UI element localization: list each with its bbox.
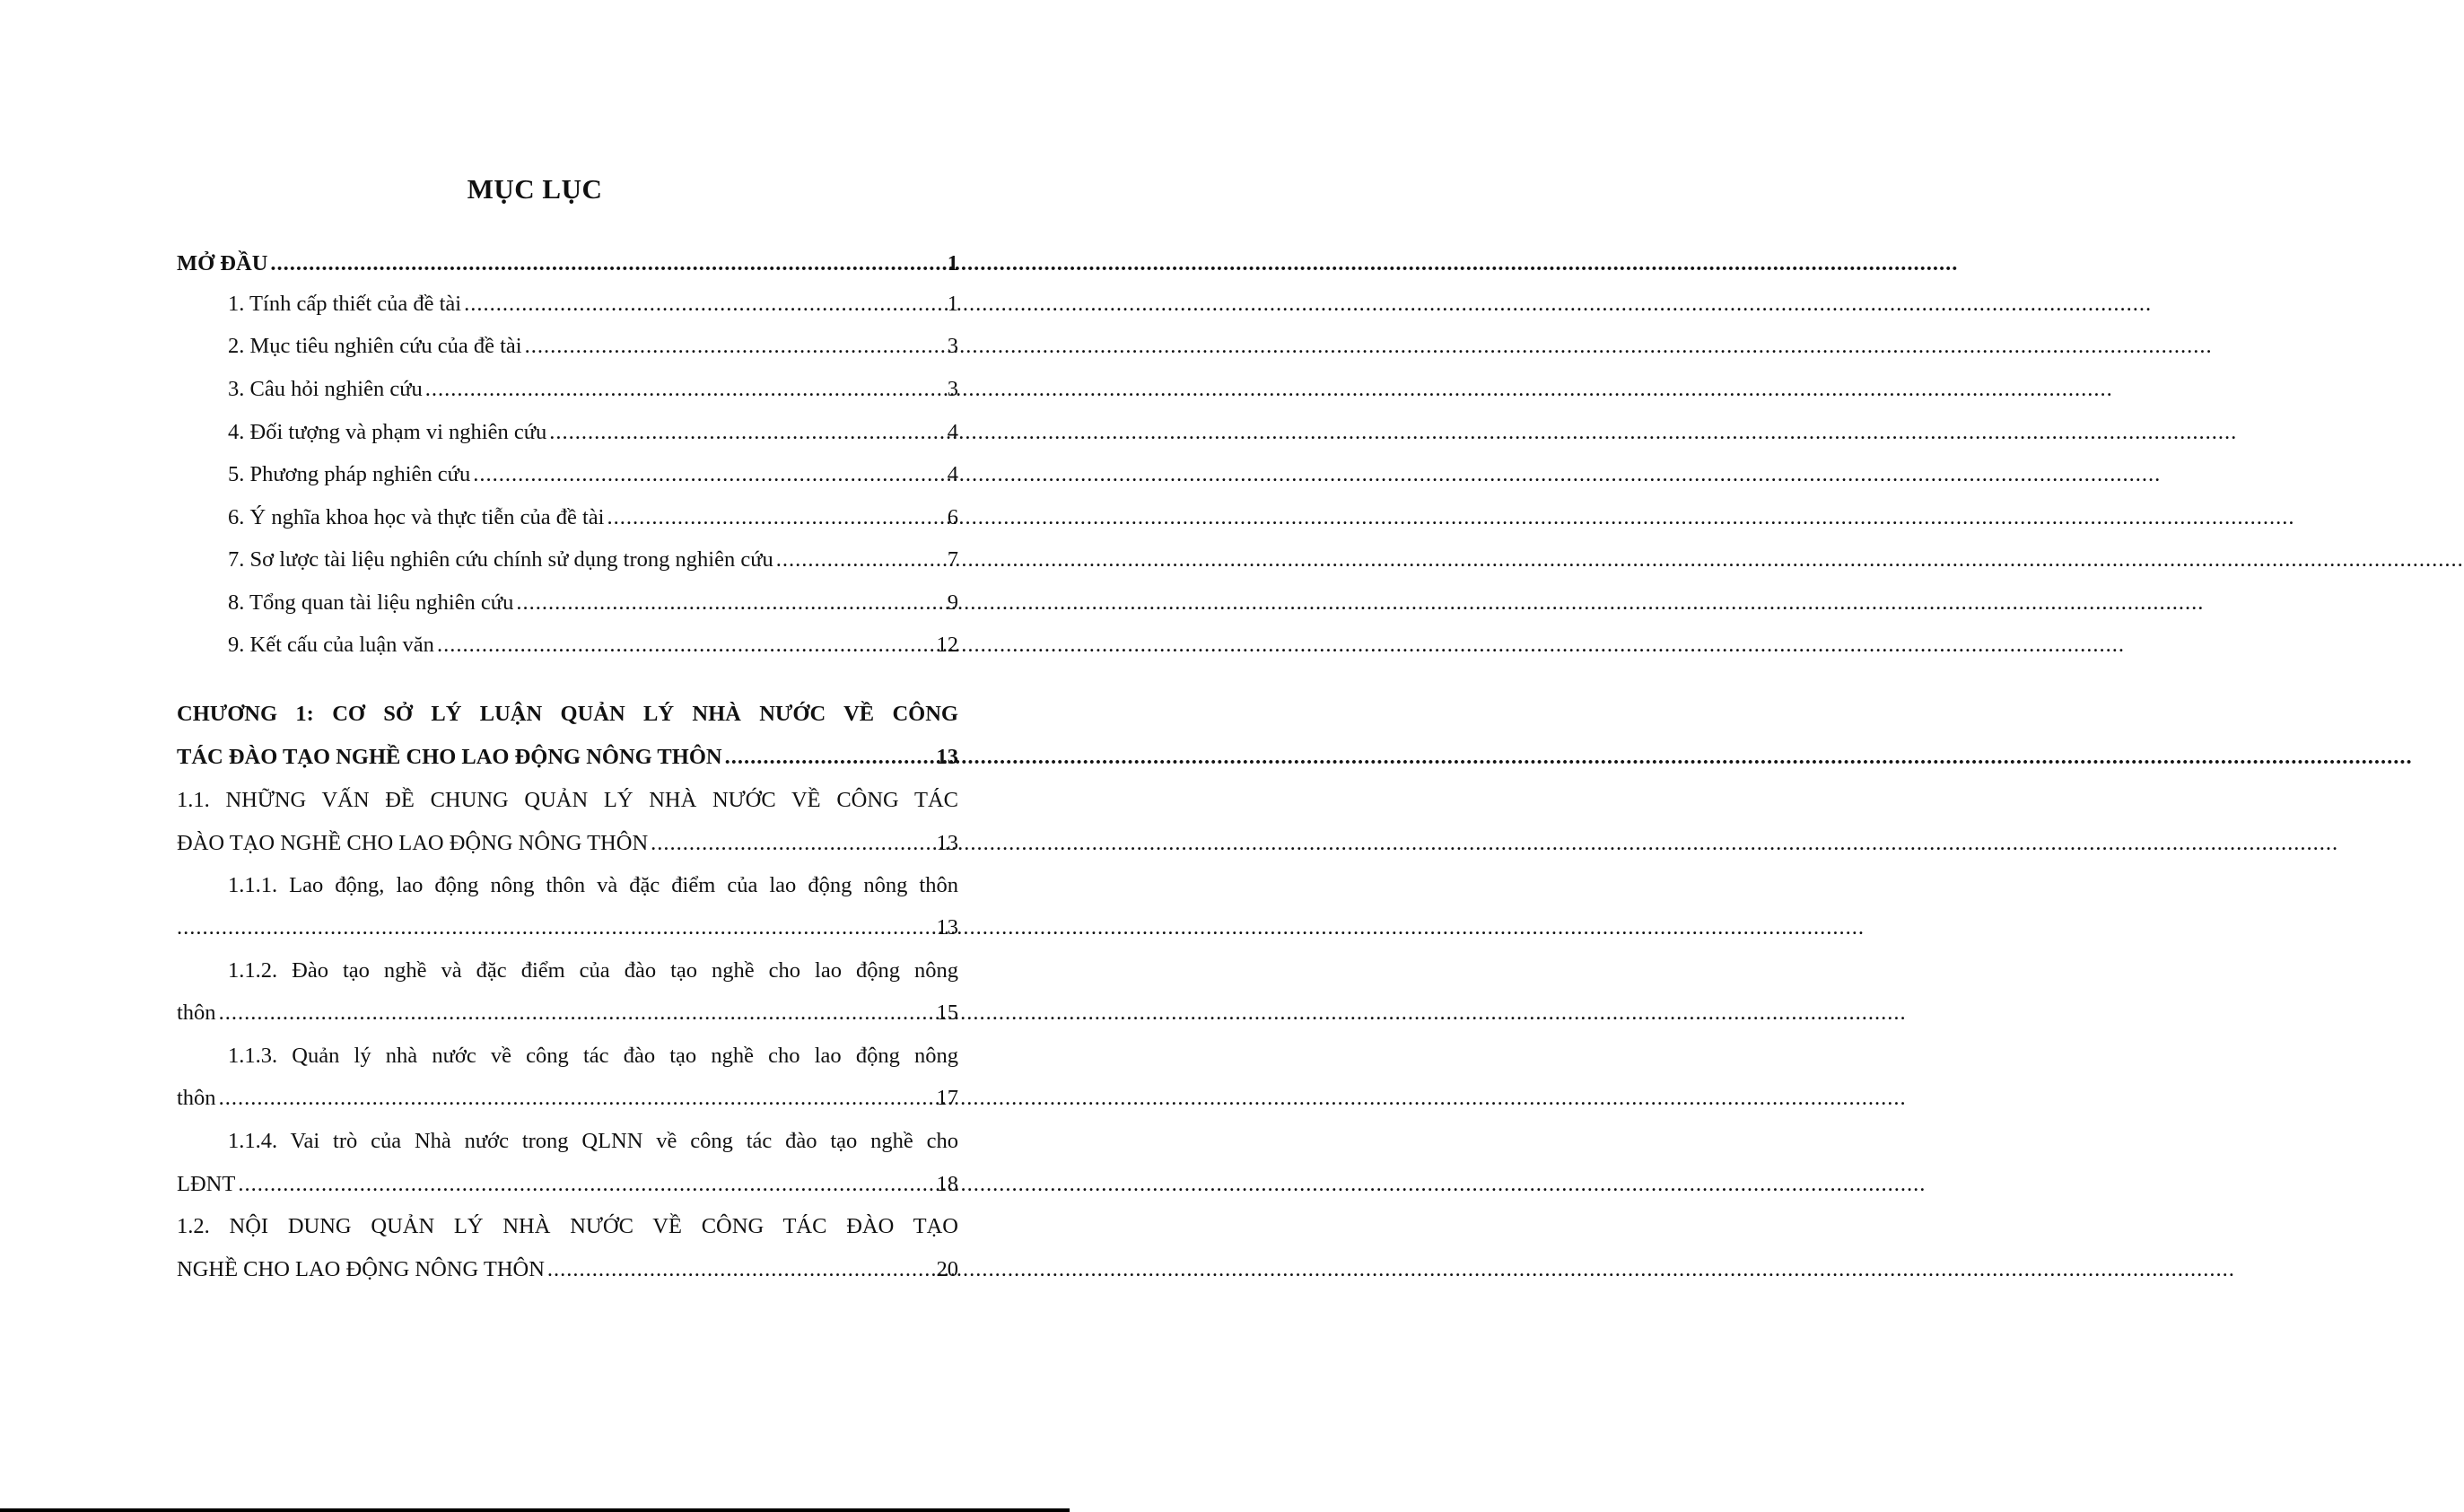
toc-entry-text: 6. Ý nghĩa khoa học và thực tiễn của đề tài (228, 505, 605, 529)
toc-section-1-1-1-line1: 1.1.1. Lao động, lao động nông thôn và đặc điểm của lao động nông thôn (228, 873, 958, 897)
page-bottom-edge (0, 1508, 1070, 1512)
toc-leader-dots (219, 992, 934, 1035)
toc-page-number: 18 (936, 1172, 958, 1196)
toc-entry-text: TÁC ĐÀO TẠO NGHỀ CHO LAO ĐỘNG NÔNG THÔN (177, 745, 722, 769)
toc-entry-1 (177, 283, 958, 326)
page-title: MỤC LỤC (467, 173, 603, 205)
toc-entry-9 (177, 624, 958, 667)
toc-leader-dots (525, 325, 945, 368)
toc-section-1-1-4-line1: 1.1.4. Vai trò của Nhà nước trong QLNN về công tác đào tạo nghề cho (228, 1129, 958, 1153)
toc-entry-text: 1. Tính cấp thiết của đề tài (228, 292, 462, 316)
toc-section-1-1-1-line2 (177, 906, 958, 949)
toc-entry-8 (177, 581, 958, 625)
toc-leader-dots (547, 1248, 934, 1291)
toc-section-1-1-4-line2 (177, 1163, 958, 1206)
toc-page-number: 20 (936, 1257, 958, 1281)
toc-page-number: 13 (936, 745, 958, 769)
toc-entry-2 (177, 325, 958, 368)
toc-leader-dots (437, 624, 934, 667)
toc-page-number: 13 (936, 831, 958, 855)
toc-section-1-1-2-line2 (177, 992, 958, 1035)
toc-entry-text: ĐÀO TẠO NGHỀ CHO LAO ĐỘNG NÔNG THÔN (177, 831, 649, 855)
toc-page-number: 17 (936, 1086, 958, 1110)
toc-chapter-1-line1: CHƯƠNG 1: CƠ SỞ LÝ LUẬN QUẢN LÝ NHÀ NƯỚC VỀ CÔNG (177, 702, 958, 726)
toc-entry-text: 2. Mục tiêu nghiên cứu của đề tài (228, 334, 522, 358)
toc-leader-dots (651, 822, 933, 865)
toc-page-number: 15 (936, 1001, 958, 1025)
toc-page-number: 3 (947, 377, 958, 401)
toc-page-number: 4 (947, 420, 958, 444)
toc-entry-text: 4. Đối tượng và phạm vi nghiên cứu (228, 420, 547, 444)
toc-entry-6 (177, 496, 958, 539)
toc-entry-text: 8. Tổng quan tài liệu nghiên cứu (228, 590, 514, 615)
toc-entry-mo-dau (177, 242, 958, 285)
toc-page-number: 7 (947, 547, 958, 572)
toc-section-1-1-line2 (177, 822, 958, 865)
toc-page-number: 4 (947, 462, 958, 486)
toc-leader-dots (425, 368, 945, 411)
toc-entry-text: 3. Câu hỏi nghiên cứu (228, 377, 423, 401)
toc-entry-text: thôn (177, 1086, 216, 1110)
toc-section-1-1-3-line1: 1.1.3. Quản lý nhà nước về công tác đào tạo nghề cho lao động nông (228, 1044, 958, 1068)
toc-leader-dots (516, 581, 944, 625)
toc-leader-dots (607, 496, 944, 539)
toc-entry-5 (177, 453, 958, 496)
toc-page-number: 1 (947, 292, 958, 316)
toc-leader-dots (776, 538, 945, 581)
toc-page-number: 6 (947, 505, 958, 529)
toc-leader-dots (177, 906, 934, 949)
toc-leader-dots (219, 1077, 934, 1120)
toc-entry-text: 7. Sơ lược tài liệu nghiên cứu chính sử dụng trong nghiên cứu (228, 547, 773, 572)
document-page (0, 0, 1070, 1512)
toc-entry-text: thôn (177, 1001, 216, 1025)
toc-page-number: 9 (947, 590, 958, 615)
toc-page-number: 1 (947, 251, 958, 275)
toc-section-1-2-line2 (177, 1248, 958, 1291)
toc-leader-dots (473, 453, 945, 496)
toc-page-number: 13 (936, 915, 958, 940)
toc-section-1-2-line1: 1.2. NỘI DUNG QUẢN LÝ NHÀ NƯỚC VỀ CÔNG TÁC ĐÀO TẠO (177, 1214, 958, 1238)
toc-entry-text: 9. Kết cấu của luận văn (228, 633, 434, 657)
toc-entry-text: MỞ ĐẦU (177, 251, 268, 275)
toc-section-1-1-3-line2 (177, 1077, 958, 1120)
toc-leader-dots (238, 1163, 933, 1206)
toc-entry-3 (177, 368, 958, 411)
toc-section-1-1-line1: 1.1. NHỮNG VẤN ĐỀ CHUNG QUẢN LÝ NHÀ NƯỚC VỀ CÔNG TÁC (177, 788, 958, 812)
toc-entry-text: NGHỀ CHO LAO ĐỘNG NÔNG THÔN (177, 1257, 545, 1281)
toc-page-number: 12 (936, 633, 958, 657)
toc-entry-7 (177, 538, 958, 581)
toc-page-number: 3 (947, 334, 958, 358)
toc-entry-4 (177, 411, 958, 454)
toc-leader-dots (464, 283, 945, 326)
toc-leader-dots (270, 242, 944, 285)
toc-leader-dots (549, 411, 945, 454)
toc-section-1-1-2-line1: 1.1.2. Đào tạo nghề và đặc điểm của đào tạo nghề cho lao động nông (228, 958, 958, 983)
toc-entry-text: 5. Phương pháp nghiên cứu (228, 462, 471, 486)
toc-entry-text: LĐNT (177, 1172, 236, 1196)
toc-chapter-1-line2 (177, 736, 958, 779)
toc-leader-dots (725, 736, 934, 779)
